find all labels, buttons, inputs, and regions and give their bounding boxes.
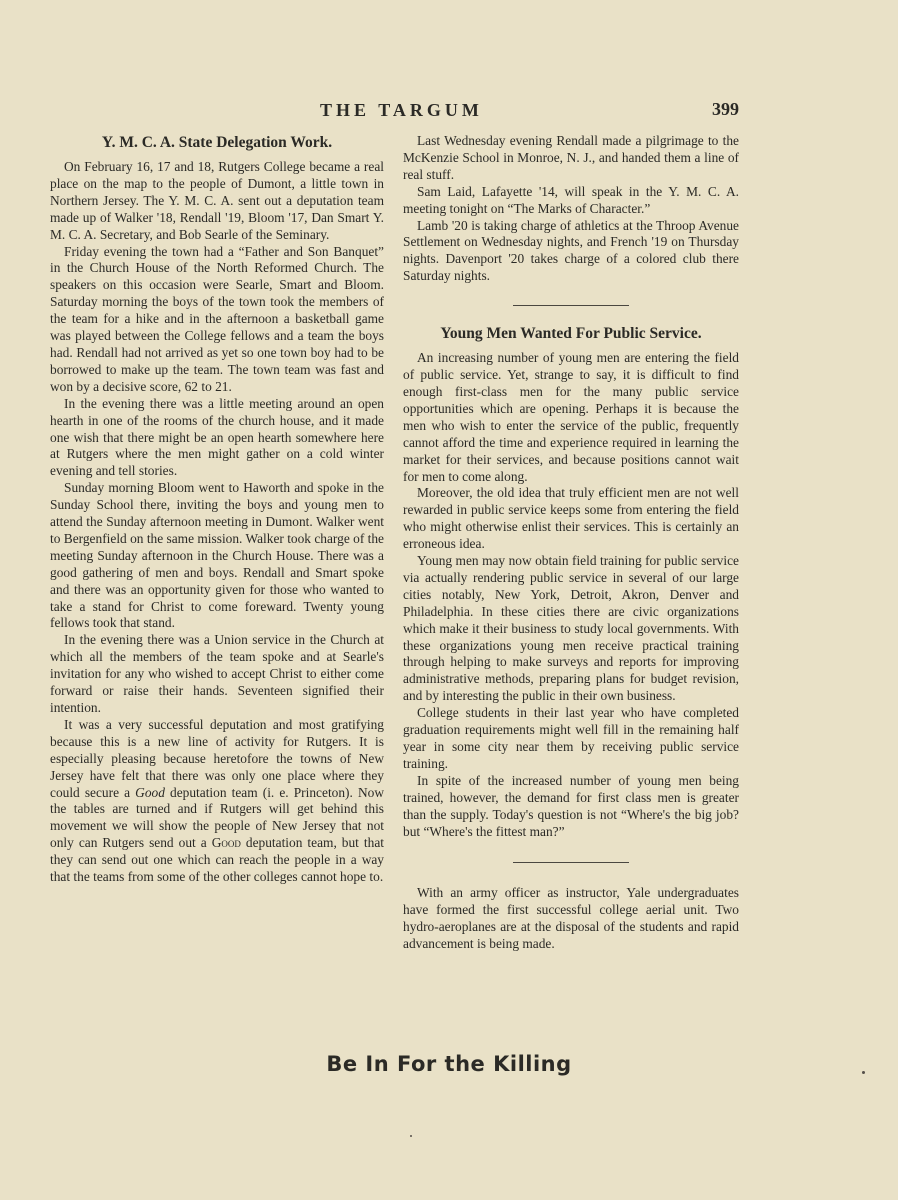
news-item: Last Wednesday evening Rendall made a pilgrimage to the McKenzie School in Monroe, N. J., and handed them a line of real stuff. xyxy=(403,133,739,182)
ink-speck xyxy=(410,1135,412,1137)
article-paragraph: In the evening there was a Union service in the Church at which all the members of the team spoke and at Searle's invitation for any who wished to accept Christ to either come forward or raise their hands. Seventeen signified their intention. xyxy=(50,632,384,715)
article-paragraph: In the evening there was a little meeting around an open hearth in one of the rooms of the church house, and it made one wish that there might be an open hearth somewhere here at Rutgers where the men might gather on a cold winter evening and tell stories. xyxy=(50,395,384,479)
section-divider xyxy=(513,305,629,306)
left-column xyxy=(50,133,384,886)
page-number: 399 xyxy=(712,99,739,119)
article-paragraph: Moreover, the old idea that truly efficient men are not well rewarded in public service keeps some from entering the field who might otherwise enlist their services. This is certainly an erroneous idea. xyxy=(403,485,739,552)
article-paragraph: Sunday morning Bloom went to Haworth and spoke in the Sunday School there, inviting the boys and young men to attend the Sunday afternoon meeting in Dumont. Walker went to Bergenfield on the same mission. Walker took charge of the meeting Sunday afternoon in the Church House. There was a good gathering of men and boys. Rendall and Smart spoke and there was an opportunity given for those who wanted to take a stand for Christ to come foreward. Twenty young fellows took that stand. xyxy=(50,480,384,631)
smallcaps-good: Good xyxy=(211,835,241,851)
article-paragraph: Friday evening the town had a “Father and Son Banquet” in the Church House of the North Reformed Church. The speakers on this occasion were Searle, Smart and Bloom. Saturday morning the boys of the town took the members of the team for a hike and in the afternoon a basketball game was played between the College fellows and a team the boys had. Rendall had not arrived as yet so one town boy had to be borrowed to make up the team. The town team was fast and won by a decisive score, 62 to 21. xyxy=(50,243,384,394)
article-headline-ymca: Y. M. C. A. State Delegation Work. xyxy=(101,134,333,151)
article-paragraph: On February 16, 17 and 18, Rutgers College became a real place on the map to the people of Dumont, a little town in Northern Jersey. The Y. M. C. A. sent out a deputation team made up of Walker '18, Rendall '19, Bloom '17, Dan Smart Y. M. C. A. Secretary, and Bob Searle of the Seminary. xyxy=(50,159,384,242)
article-paragraph: In spite of the increased number of young men being trained, however, the demand for first class men is greater than the supply. Today's question is not “Where's the big job? but “Where's the fittest man?” xyxy=(403,772,739,839)
news-item: Lamb '20 is taking charge of athletics at the Throop Avenue Settlement on Wednesday nights, and French '19 on Thursday nights. Davenport '20 takes charge of a colored club there Saturday nights. xyxy=(403,217,739,284)
news-item: Sam Laid, Lafayette '14, will speak in the Y. M. C. A. meeting tonight on “The Marks of Character.” xyxy=(403,183,739,216)
article-paragraph: Young men may now obtain field training for public service via actually rendering public service in several of our large cities notably, New York, Detroit, Akron, Denver and Philadelphia. In these cities there are civic organizations which make it their business to study local governments. With these organizations young men receive practical training through helping to make surveys and reports for improving administrative methods, preparing plans for budget revision, and by interesting the public in their own business. xyxy=(403,553,739,704)
news-item-yale: With an army officer as instructor, Yale undergraduates have formed the first successful college aerial unit. Two hydro-aeroplanes are at the disposal of the students and rapid advancement is being made. xyxy=(403,885,739,952)
article-headline-public-service: Young Men Wanted For Public Service. xyxy=(440,325,702,343)
section-divider xyxy=(513,862,629,863)
article-paragraph: An increasing number of young men are entering the field of public service. Yet, strange to say, it is difficult to find enough first-class men for the many public service opportunities which are opening. Perhaps it is because the men who wish to enter the service of the public, frequently cannot afford the time and experience required in learning the market for their services, and because positions cannot wait for men to come along. xyxy=(403,350,739,484)
article-paragraph-closing: It was a very successful deputation and most gratifying because this is a new line of activity for Rutgers. It is especially pleasing because heretofore the towns of New Jersey have felt that there was only one place where they could secure a Good deputation team (i. e. Princeton). Now the tables are turned and if Rutgers will get behind this movement we will show the people of New Jersey that not only can Rutgers send out a Good deputation team, but that they can send out one which can reach the people in a way that the teams from some of the other colleges cannot hope to. xyxy=(50,716,384,885)
right-column xyxy=(403,133,739,953)
ink-speck xyxy=(862,1071,865,1074)
footer-slogan: Be In For the Killing xyxy=(326,1052,572,1076)
italic-good: Good xyxy=(135,784,165,800)
article-paragraph: College students in their last year who have completed graduation requirements might well fill in the remaining half year in some city near them by receiving public service training. xyxy=(403,705,739,771)
running-head: THE TARGUM xyxy=(320,100,483,120)
